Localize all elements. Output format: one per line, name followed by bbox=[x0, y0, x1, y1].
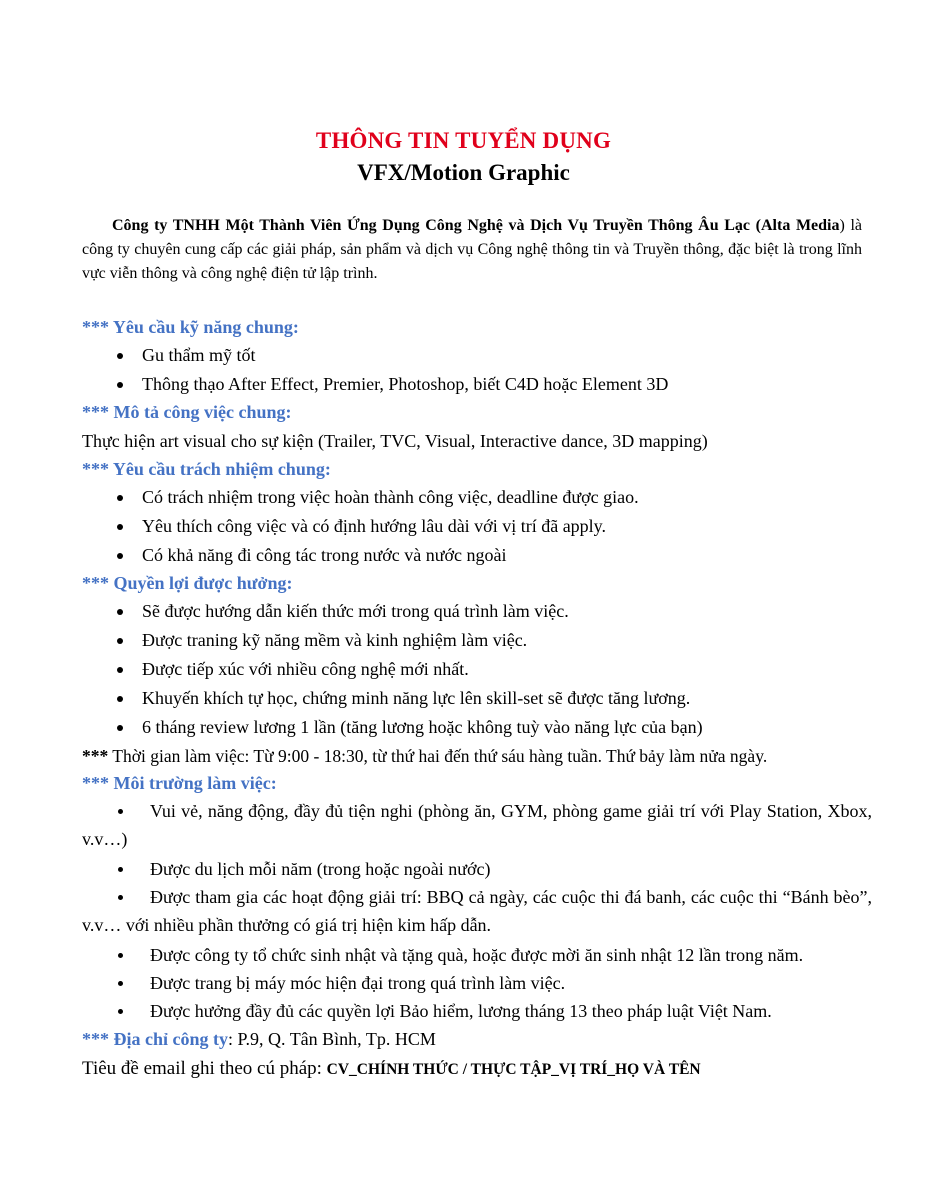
benefits-item: Được tiếp xúc với nhiều công nghệ mới nhất. bbox=[82, 655, 872, 684]
company-alias: Alta Media bbox=[761, 217, 840, 234]
job-description: Thực hiện art visual cho sự kiện (Trailer, TVC, Visual, Interactive dance, 3D mapping) bbox=[82, 431, 708, 451]
email-prefix: Tiêu đề email ghi theo cú pháp: bbox=[82, 1058, 327, 1079]
address-value: : P.9, Q. Tân Bình, Tp. HCM bbox=[228, 1029, 436, 1049]
email-instruction bbox=[82, 1053, 872, 1085]
document-content bbox=[82, 314, 872, 1085]
company-intro bbox=[82, 214, 862, 286]
benefits-heading: *** Quyền lợi được hưởng: bbox=[82, 573, 293, 593]
environment-item: Vui vẻ, năng động, đầy đủ tiện nghi (phòng ăn, GYM, phòng game giải trí với Play Station, Xbox, v.v…) bbox=[82, 797, 872, 853]
page-title: THÔNG TIN TUYỂN DỤNG bbox=[315, 128, 612, 153]
environment-item: Được công ty tổ chức sinh nhật và tặng quà, hoặc được mời ăn sinh nhật 12 lần trong năm. bbox=[82, 941, 872, 969]
job-heading: *** Mô tả công việc chung: bbox=[82, 402, 292, 422]
company-address bbox=[82, 1025, 872, 1053]
page-subtitle: VFX/Motion Graphic bbox=[357, 160, 570, 185]
skills-heading: *** Yêu cầu kỹ năng chung: bbox=[82, 317, 299, 337]
environment-item: Được hưởng đầy đủ các quyền lợi Bảo hiểm, lương tháng 13 theo pháp luật Việt Nam. bbox=[82, 997, 872, 1025]
benefits-item: 6 tháng review lương 1 lần (tăng lương hoặc không tuỳ vào năng lực của bạn) bbox=[82, 713, 872, 742]
benefits-list bbox=[82, 597, 872, 742]
responsibility-heading: *** Yêu cầu trách nhiệm chung: bbox=[82, 459, 331, 479]
skills-item: Thông thạo After Effect, Premier, Photoshop, biết C4D hoặc Element 3D bbox=[82, 370, 872, 399]
environment-item: Được trang bị máy móc hiện đại trong quá trình làm việc. bbox=[82, 969, 872, 997]
benefits-item: Sẽ được hướng dẫn kiến thức mới trong quá trình làm việc. bbox=[82, 597, 872, 626]
working-time bbox=[82, 742, 872, 770]
environment-item: Được tham gia các hoạt động giải trí: BBQ cả ngày, các cuộc thi đá banh, các cuộc thi “Bánh bèo”, v.v… với nhiều phần thưởng có giá trị hiện kim hấp dẫn. bbox=[82, 883, 872, 939]
environment-list bbox=[82, 797, 872, 1025]
email-syntax: CV_CHÍNH THỨC / THỰC TẬP_VỊ TRÍ_HỌ VÀ TÊN bbox=[326, 1061, 701, 1078]
skills-item: Gu thẩm mỹ tốt bbox=[82, 341, 872, 370]
responsibility-item: Có khả năng đi công tác trong nước và nước ngoài bbox=[82, 541, 872, 570]
company-description: ) là công ty chuyên cung cấp các giải pháp, sản phẩm và dịch vụ Công nghệ thông tin và Truyền thông, đặc biệt là trong lĩnh vực viễn thông và công nghệ điện tử lập trình. bbox=[82, 217, 863, 282]
working-time-stars: *** bbox=[82, 746, 109, 766]
company-name: Công ty TNHH Một Thành Viên Ứng Dụng Công Nghệ và Dịch Vụ Truyền Thông Âu Lạc ( bbox=[112, 217, 761, 234]
address-label: *** Địa chỉ công ty bbox=[82, 1029, 228, 1049]
responsibility-list bbox=[82, 483, 872, 570]
responsibility-item: Có trách nhiệm trong việc hoàn thành công việc, deadline được giao. bbox=[82, 483, 872, 512]
environment-item: Được du lịch mỗi năm (trong hoặc ngoài nước) bbox=[82, 855, 872, 883]
skills-list bbox=[82, 341, 872, 399]
benefits-item: Được traning kỹ năng mềm và kinh nghiệm làm việc. bbox=[82, 626, 872, 655]
responsibility-item: Yêu thích công việc và có định hướng lâu dài với vị trí đã apply. bbox=[82, 512, 872, 541]
benefits-item: Khuyến khích tự học, chứng minh năng lực lên skill-set sẽ được tăng lương. bbox=[82, 684, 872, 713]
working-time-text: Thời gian làm việc: Từ 9:00 - 18:30, từ thứ hai đến thứ sáu hàng tuần. Thứ bảy làm nửa ngày. bbox=[108, 746, 768, 766]
environment-heading: *** Môi trường làm việc: bbox=[82, 773, 277, 793]
